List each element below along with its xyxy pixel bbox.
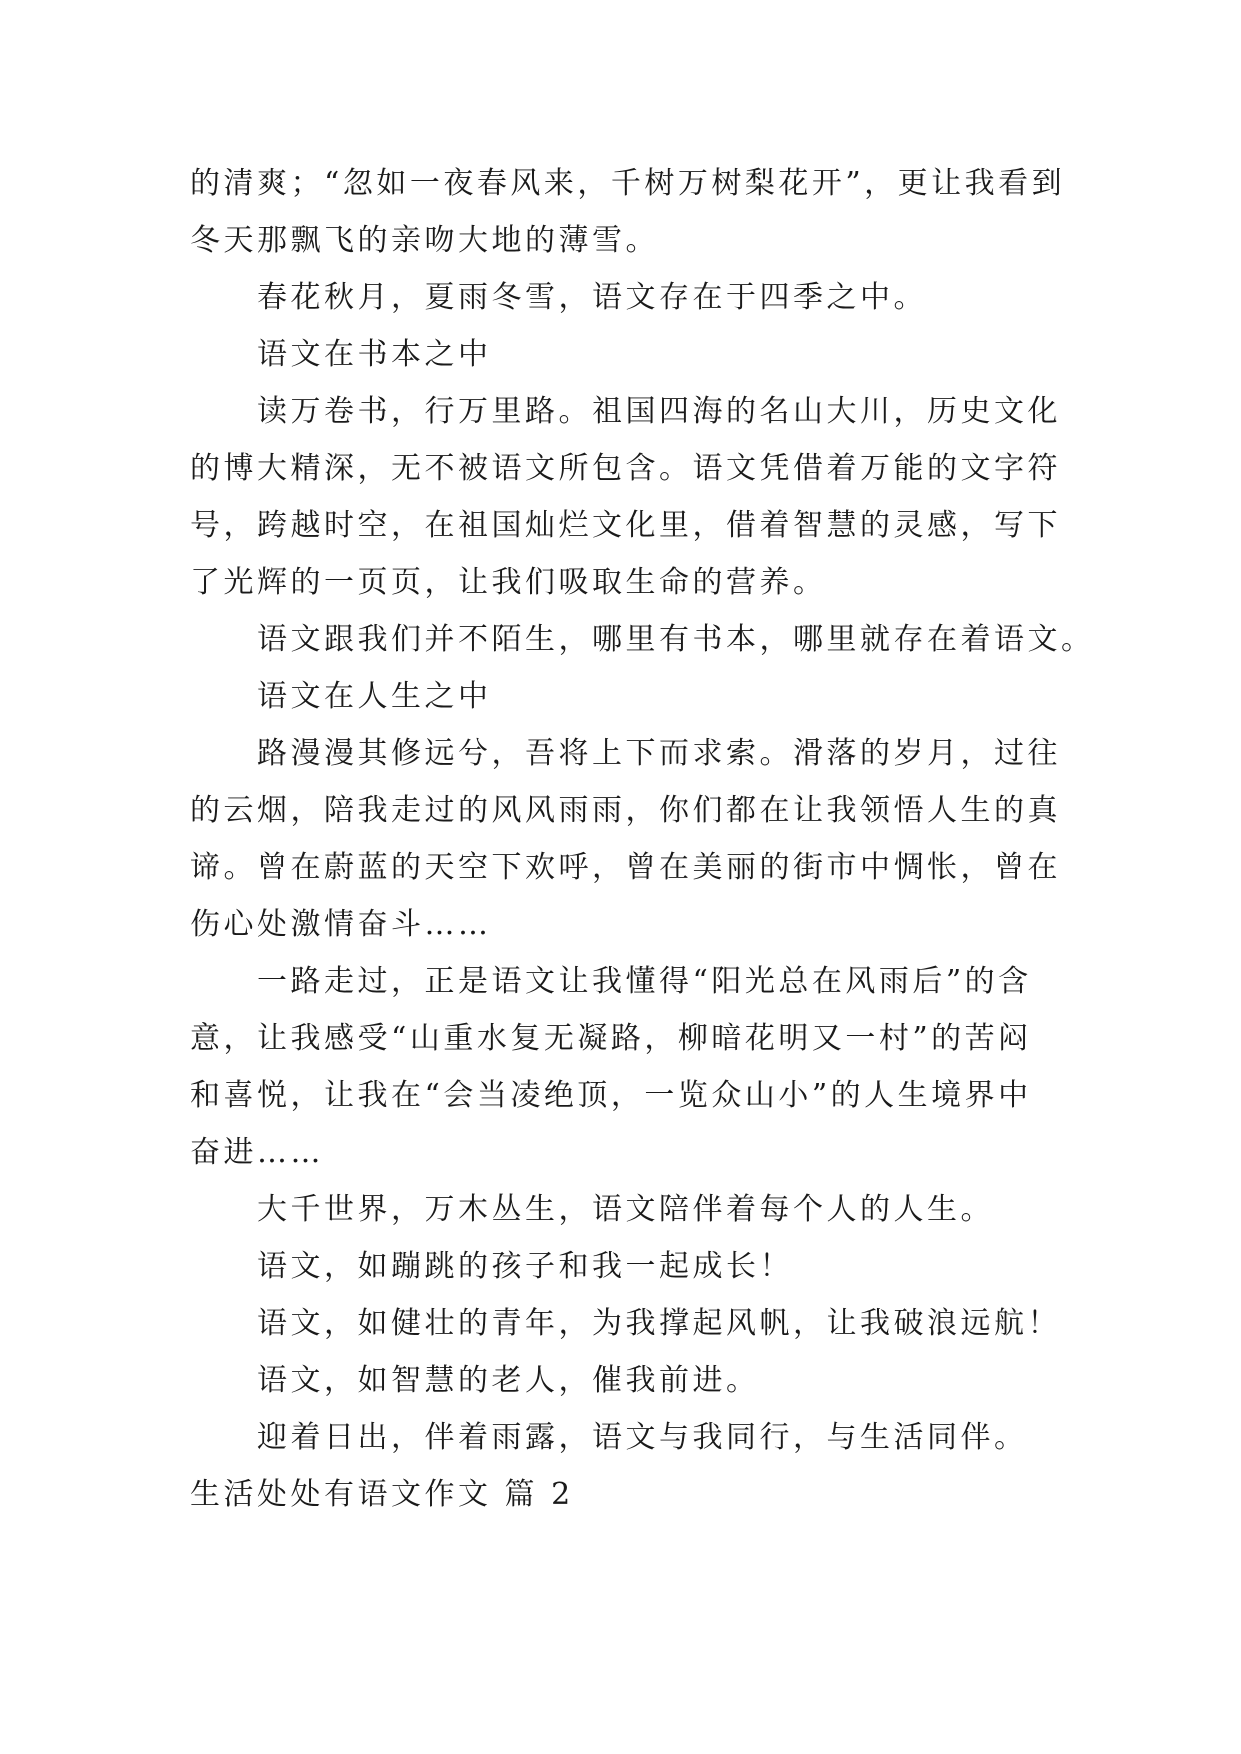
text-line: 语文跟我们并不陌生，哪里有书本，哪里就存在着语文。 [257, 622, 1095, 657]
text-line: 谛。曾在蔚蓝的天空下欢呼，曾在美丽的街市中惆怅，曾在 [190, 850, 1061, 885]
text-line: 冬天那飘飞的亲吻大地的薄雪。 [190, 223, 659, 258]
text-line: 春花秋月，夏雨冬雪，语文存在于四季之中。 [257, 280, 927, 315]
section-heading: 语文在人生之中 [257, 679, 492, 714]
text-line: 语文，如健壮的青年，为我撑起风帆，让我破浪远航！ [257, 1306, 1061, 1341]
text-line: 伤心处激情奋斗…… [190, 907, 492, 942]
text-line: 的云烟，陪我走过的风风雨雨，你们都在让我领悟人生的真 [190, 793, 1061, 828]
text-line: 的博大精深，无不被语文所包含。语文凭借着万能的文字符 [190, 451, 1061, 486]
section-heading: 语文在书本之中 [257, 337, 492, 372]
text-line: 号，跨越时空，在祖国灿烂文化里，借着智慧的灵感，写下 [190, 508, 1061, 543]
text-line: 了光辉的一页页，让我们吸取生命的营养。 [190, 565, 827, 600]
text-line: 的清爽；“忽如一夜春风来，千树万树梨花开”，更让我看到 [190, 166, 1066, 201]
article-title: 生活处处有语文作文 篇 2 [190, 1477, 574, 1512]
text-line: 大千世界，万木丛生，语文陪伴着每个人的人生。 [257, 1192, 994, 1227]
text-line: 奋进…… [190, 1135, 324, 1170]
text-line: 语文，如蹦跳的孩子和我一起成长！ [257, 1249, 793, 1284]
text-line: 语文，如智慧的老人，催我前进。 [257, 1363, 760, 1398]
text-line: 和喜悦，让我在“会当凌绝顶，一览众山小”的人生境界中 [190, 1078, 1032, 1113]
text-line: 迎着日出，伴着雨露，语文与我同行，与生活同伴。 [257, 1420, 1028, 1455]
text-line: 读万卷书，行万里路。祖国四海的名山大川，历史文化 [257, 394, 1061, 429]
text-line: 一路走过，正是语文让我懂得“阳光总在风雨后”的含 [257, 964, 1032, 999]
text-line: 意，让我感受“山重水复无凝路，柳暗花明又一村”的苦闷 [190, 1021, 1032, 1056]
text-line: 路漫漫其修远兮，吾将上下而求索。滑落的岁月，过往 [257, 736, 1061, 771]
